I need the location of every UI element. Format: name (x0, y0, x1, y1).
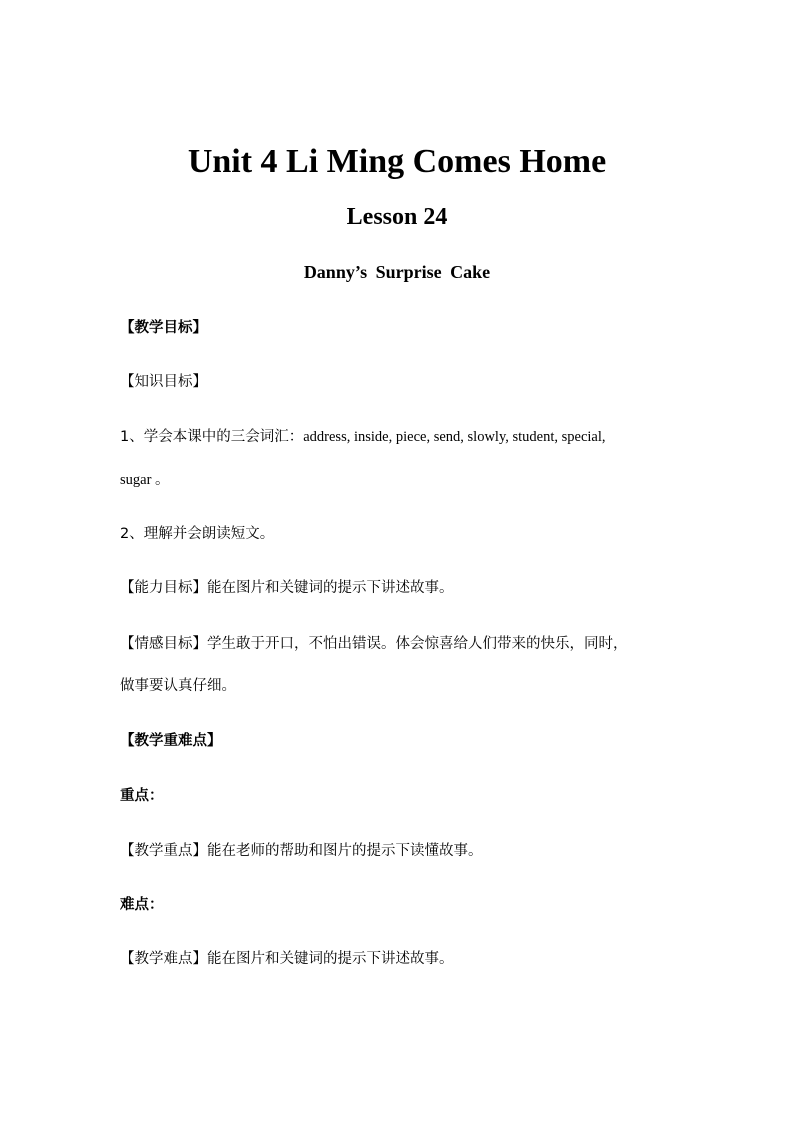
emotion-objective: 【情感目标】学生敢于开口，不怕出错误。体会惊喜给人们带来的快乐，同时， (120, 636, 628, 652)
objectives-heading: 【教学目标】 (120, 320, 207, 336)
objective-item-1 (120, 426, 700, 448)
vocabulary-words: address, inside, piece, send, slowly, student, special, (303, 429, 606, 445)
emotion-objective-cont: 做事要认真仔细。 (120, 678, 236, 694)
knowledge-heading: 【知识目标】 (120, 374, 207, 390)
difficult-point-label: 难点： (120, 897, 164, 913)
lesson-title: Lesson 24 (346, 204, 448, 230)
vocabulary-words-cont: sugar 。 (120, 472, 170, 488)
key-point-text: 【教学重点】能在老师的帮助和图片的提示下读懂故事。 (120, 843, 483, 859)
keypoints-heading: 【教学重难点】 (120, 733, 222, 749)
ability-objective: 【能力目标】能在图片和关键词的提示下讲述故事。 (120, 580, 454, 596)
lesson-subtitle: Danny’s Surprise Cake (303, 262, 491, 282)
objective-item-2: 2、理解并会朗读短文。 (120, 526, 275, 542)
key-point-label: 重点： (120, 788, 164, 804)
objective-item-1-prefix: 1、学会本课中的三会词汇： (120, 429, 304, 445)
difficult-point-text: 【教学难点】能在图片和关键词的提示下讲述故事。 (120, 951, 454, 967)
unit-title: Unit 4 Li Ming Comes Home (187, 143, 607, 180)
